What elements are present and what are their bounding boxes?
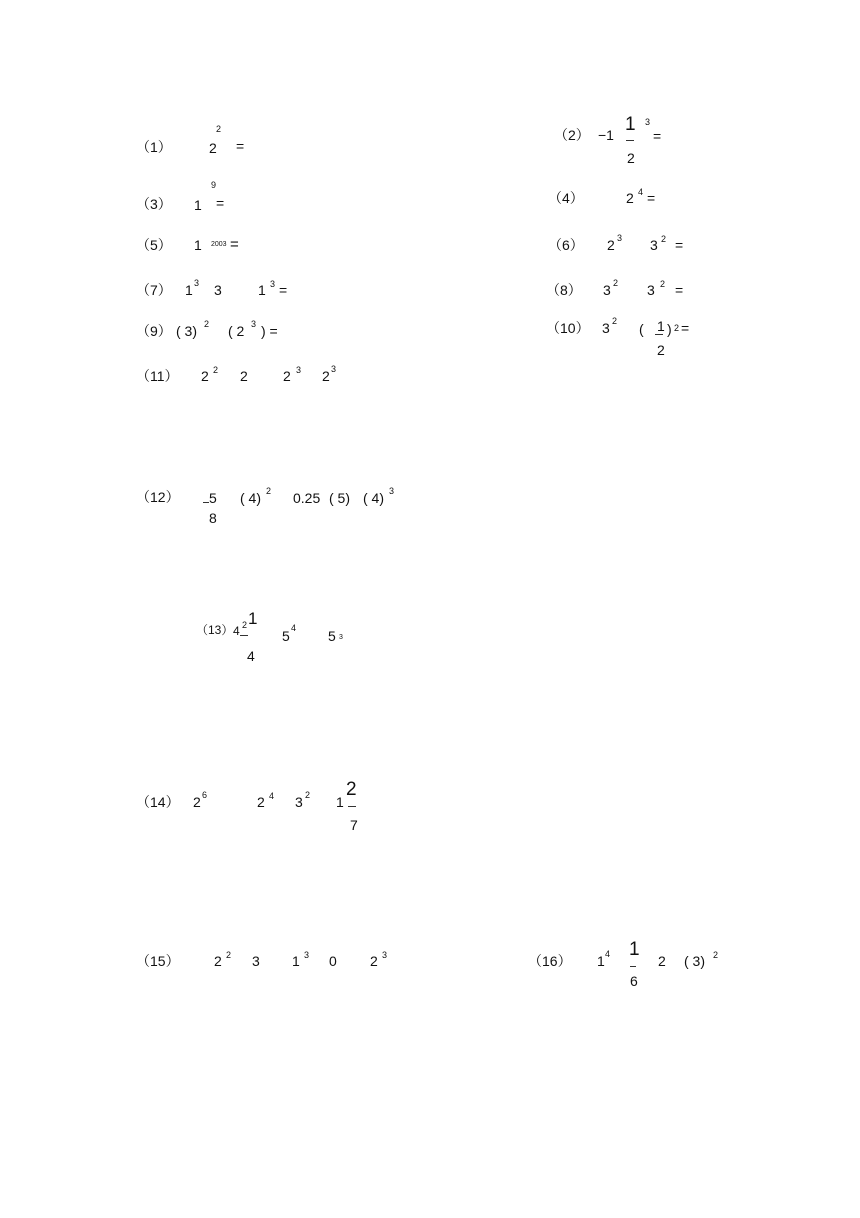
equals-sign: = [230, 236, 239, 253]
exponent: 2 [204, 319, 210, 329]
base: 2 [193, 794, 201, 810]
base: 3 [603, 282, 611, 298]
term: 0.25 [293, 490, 321, 506]
base: 2 [626, 190, 634, 206]
mixed-number-whole: −1 [598, 127, 614, 143]
exponent: 3 [251, 319, 257, 329]
fraction-denominator: 2 [627, 150, 635, 166]
exponent: 4 [638, 187, 644, 197]
problem-label: （1） [136, 139, 172, 155]
term: ( 3) [684, 953, 705, 969]
problem-label: （2） [554, 127, 590, 143]
base: 5 [328, 628, 336, 644]
fraction-numerator: 1 [248, 609, 258, 628]
problem-label: （9） [136, 323, 172, 339]
term: ( 4) [240, 490, 261, 506]
base: 1 [258, 282, 266, 298]
base: 1 [194, 197, 202, 213]
term: 3 [252, 953, 260, 969]
fraction-numerator: 5 [209, 490, 217, 506]
term: ( 2 [228, 323, 245, 339]
problem-label: （3） [136, 196, 172, 212]
base: 2 [214, 953, 222, 969]
mixed-number-whole: 1 [336, 794, 344, 810]
exponent: 3 [304, 950, 310, 960]
base: 3 [295, 794, 303, 810]
fraction-denominator: 2 [657, 342, 665, 358]
exponent: 4 [605, 949, 611, 959]
fraction-numerator: 1 [625, 114, 636, 135]
problem-label: （7） [136, 282, 172, 298]
fraction-denominator: 8 [209, 510, 217, 526]
equals-sign: = [653, 128, 662, 144]
base: 5 [282, 628, 290, 644]
exponent: 3 [382, 950, 388, 960]
exponent: 2 [266, 486, 272, 496]
fraction-bar [240, 635, 248, 636]
exponent: 2 [713, 950, 719, 960]
fraction-denominator: 4 [247, 648, 255, 664]
exponent: 2 [226, 950, 232, 960]
close-paren: ) [667, 321, 672, 337]
exponent: 3 [389, 486, 395, 496]
problem-label: （6） [548, 237, 584, 253]
problem-label: （8） [546, 282, 582, 298]
term: ( 3) [176, 323, 197, 339]
exponent: 2 [613, 278, 619, 288]
problem-label: （14） [136, 794, 180, 810]
base: 2 [607, 237, 615, 253]
term: ( 5) [329, 490, 350, 506]
exponent: 2 [216, 124, 222, 134]
equals-sign: = [681, 320, 690, 336]
exponent: 3 [645, 117, 651, 127]
base: 2 [370, 953, 378, 969]
exponent: 2 [213, 365, 219, 375]
term: 3 [214, 282, 222, 298]
problem-label: （13） [196, 623, 234, 637]
problem-label: （16） [528, 953, 572, 969]
base: 2 [257, 794, 265, 810]
base: 3 [650, 237, 658, 253]
base: 3 [647, 282, 655, 298]
equals-sign: = [216, 195, 225, 211]
base: 1 [597, 953, 605, 969]
fraction-bar [630, 966, 636, 967]
exponent: 2 [660, 279, 666, 289]
problem-label: （5） [136, 237, 172, 253]
exponent: 9 [211, 180, 217, 190]
problem-label: （11） [136, 368, 179, 384]
exponent: 4 [291, 623, 297, 633]
base: 1 [292, 953, 300, 969]
exponent: 3 [296, 365, 302, 375]
equals-sign: = [236, 138, 245, 154]
term: 2 [240, 368, 248, 384]
fraction-numerator: 1 [657, 318, 665, 334]
equals-sign: = [675, 237, 684, 253]
equals-sign: ) = [261, 323, 278, 339]
fraction-bar [348, 806, 356, 807]
fraction-bar [655, 334, 663, 335]
base: 3 [602, 320, 610, 336]
exponent: 3 [270, 279, 276, 289]
base: 1 [194, 237, 202, 253]
equals-sign: = [675, 282, 684, 298]
exponent: 3 [339, 634, 343, 641]
term: ( 4) [363, 490, 384, 506]
exponent: 3 [617, 233, 623, 243]
problem-label: （15） [136, 953, 180, 969]
term: 0 [329, 953, 337, 969]
exponent: 2 [612, 316, 618, 326]
open-paren: ( [639, 321, 644, 337]
exponent: 2003 [211, 241, 227, 248]
fraction-denominator: 6 [630, 973, 638, 989]
problem-label: （12） [136, 489, 180, 505]
fraction-numerator: 1 [629, 939, 640, 960]
exponent: 4 [269, 791, 275, 801]
fraction-denominator: 7 [350, 817, 358, 833]
exponent: 2 [674, 323, 680, 333]
exponent: 6 [202, 790, 208, 800]
fraction-bar [626, 140, 634, 141]
exponent: 2 [242, 620, 248, 630]
exponent: 3 [194, 278, 200, 288]
mixed-number-whole: 4 [233, 624, 240, 638]
fraction-numerator: 2 [346, 779, 357, 800]
base: 1 [185, 282, 193, 298]
exponent: 2 [661, 234, 667, 244]
term: 2 [658, 953, 666, 969]
exponent: 2 [305, 790, 311, 800]
base: 2 [209, 140, 217, 156]
exponent: 3 [331, 364, 337, 374]
base: 2 [322, 368, 330, 384]
equals-sign: = [279, 282, 288, 298]
base: 2 [201, 368, 209, 384]
base: 2 [283, 368, 291, 384]
problem-label: （4） [548, 190, 584, 206]
equals-sign: = [647, 190, 656, 206]
problem-label: （10） [546, 320, 590, 336]
